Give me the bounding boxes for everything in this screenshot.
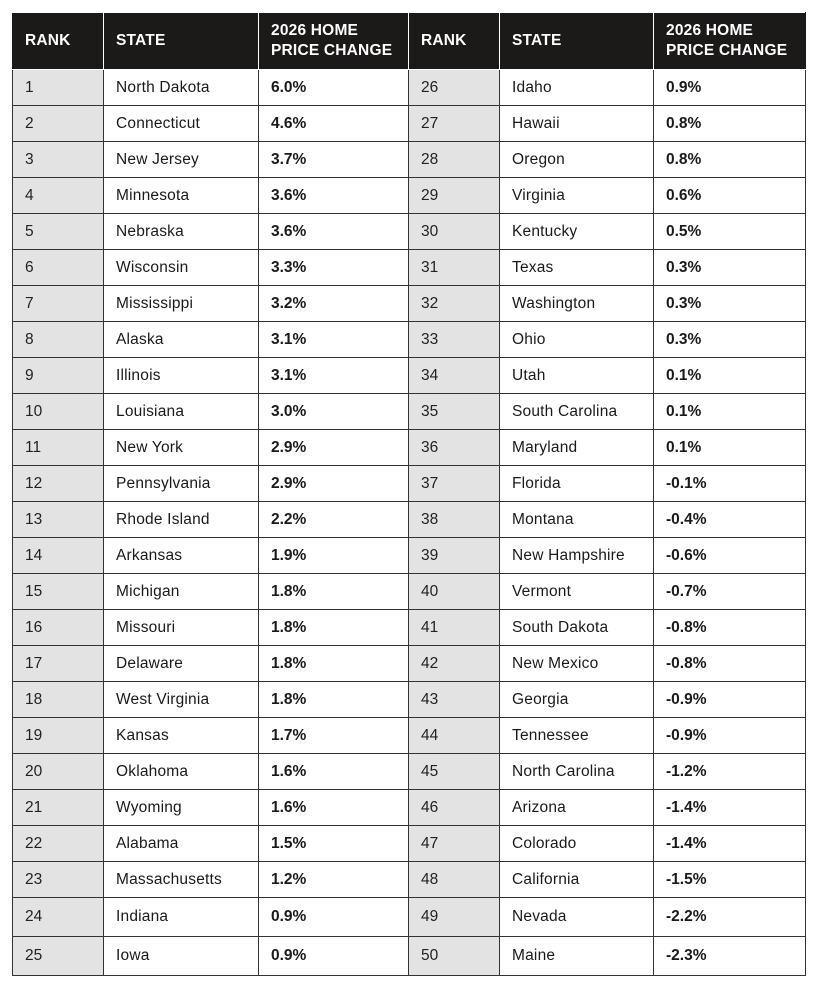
right-change-cell: 0.3% [654, 250, 806, 286]
table-row [13, 790, 806, 826]
right-state-cell: California [500, 862, 654, 898]
table-row [13, 937, 806, 976]
header-change-line2: PRICE CHANGE [271, 42, 393, 59]
right-state-cell: New Hampshire [500, 538, 654, 574]
table-row [13, 826, 806, 862]
left-rank-cell: 25 [13, 937, 104, 976]
right-state-cell: Kentucky [500, 214, 654, 250]
left-state-cell: Wyoming [104, 790, 259, 826]
left-change-cell: 2.9% [259, 466, 409, 502]
rankings-table [12, 12, 806, 976]
left-rank-cell: 12 [13, 466, 104, 502]
right-rank-cell: 35 [409, 394, 500, 430]
table-row [13, 646, 806, 682]
left-rank-cell: 14 [13, 538, 104, 574]
table-row [13, 862, 806, 898]
right-change-cell: 0.5% [654, 214, 806, 250]
right-state-cell: Washington [500, 286, 654, 322]
header-rank-right: RANK [409, 13, 500, 70]
right-change-cell: -1.5% [654, 862, 806, 898]
right-state-cell: Virginia [500, 178, 654, 214]
right-state-cell: Arizona [500, 790, 654, 826]
right-rank-cell: 44 [409, 718, 500, 754]
left-rank-cell: 1 [13, 70, 104, 106]
left-change-cell: 1.7% [259, 718, 409, 754]
left-state-cell: New York [104, 430, 259, 466]
right-state-cell: Montana [500, 502, 654, 538]
right-state-cell: Idaho [500, 70, 654, 106]
left-change-cell: 6.0% [259, 70, 409, 106]
left-state-cell: Oklahoma [104, 754, 259, 790]
left-rank-cell: 23 [13, 862, 104, 898]
left-change-cell: 1.8% [259, 646, 409, 682]
left-change-cell: 3.3% [259, 250, 409, 286]
right-rank-cell: 27 [409, 106, 500, 142]
right-change-cell: -0.8% [654, 610, 806, 646]
right-state-cell: South Dakota [500, 610, 654, 646]
right-state-cell: Ohio [500, 322, 654, 358]
left-rank-cell: 6 [13, 250, 104, 286]
header-row [13, 13, 806, 70]
table-row [13, 142, 806, 178]
left-state-cell: Indiana [104, 898, 259, 937]
right-rank-cell: 40 [409, 574, 500, 610]
left-state-cell: North Dakota [104, 70, 259, 106]
right-state-cell: Oregon [500, 142, 654, 178]
left-change-cell: 1.5% [259, 826, 409, 862]
table-body [13, 70, 806, 976]
right-state-cell: Hawaii [500, 106, 654, 142]
right-state-cell: Maryland [500, 430, 654, 466]
left-change-cell: 3.7% [259, 142, 409, 178]
header-change-right [654, 13, 806, 70]
left-change-cell: 3.6% [259, 178, 409, 214]
right-change-cell: 0.3% [654, 322, 806, 358]
left-state-cell: West Virginia [104, 682, 259, 718]
left-change-cell: 3.6% [259, 214, 409, 250]
table-row [13, 70, 806, 106]
right-change-cell: 0.6% [654, 178, 806, 214]
right-change-cell: 0.3% [654, 286, 806, 322]
left-rank-cell: 8 [13, 322, 104, 358]
right-rank-cell: 49 [409, 898, 500, 937]
right-change-cell: -0.8% [654, 646, 806, 682]
left-change-cell: 2.2% [259, 502, 409, 538]
header-change-line1: 2026 HOME [666, 22, 754, 39]
right-rank-cell: 39 [409, 538, 500, 574]
left-state-cell: Wisconsin [104, 250, 259, 286]
table-row [13, 322, 806, 358]
left-state-cell: Connecticut [104, 106, 259, 142]
table-row [13, 610, 806, 646]
right-rank-cell: 50 [409, 937, 500, 976]
left-change-cell: 0.9% [259, 937, 409, 976]
right-change-cell: -1.2% [654, 754, 806, 790]
right-rank-cell: 47 [409, 826, 500, 862]
left-rank-cell: 18 [13, 682, 104, 718]
left-change-cell: 3.1% [259, 322, 409, 358]
right-state-cell: North Carolina [500, 754, 654, 790]
left-rank-cell: 10 [13, 394, 104, 430]
right-change-cell: 0.8% [654, 142, 806, 178]
right-rank-cell: 46 [409, 790, 500, 826]
left-state-cell: Louisiana [104, 394, 259, 430]
left-change-cell: 1.6% [259, 790, 409, 826]
left-rank-cell: 3 [13, 142, 104, 178]
table-row [13, 682, 806, 718]
left-rank-cell: 17 [13, 646, 104, 682]
right-rank-cell: 32 [409, 286, 500, 322]
right-state-cell: Nevada [500, 898, 654, 937]
left-change-cell: 1.8% [259, 574, 409, 610]
left-rank-cell: 9 [13, 358, 104, 394]
right-rank-cell: 36 [409, 430, 500, 466]
table-row [13, 502, 806, 538]
left-change-cell: 3.0% [259, 394, 409, 430]
left-change-cell: 4.6% [259, 106, 409, 142]
left-change-cell: 0.9% [259, 898, 409, 937]
right-state-cell: South Carolina [500, 394, 654, 430]
left-state-cell: Mississippi [104, 286, 259, 322]
table-row [13, 214, 806, 250]
right-state-cell: Tennessee [500, 718, 654, 754]
left-rank-cell: 13 [13, 502, 104, 538]
header-rank-left: RANK [13, 13, 104, 70]
table-row [13, 718, 806, 754]
table-row [13, 250, 806, 286]
table-row [13, 898, 806, 937]
right-rank-cell: 43 [409, 682, 500, 718]
header-state-right: STATE [500, 13, 654, 70]
right-state-cell: Florida [500, 466, 654, 502]
table-row [13, 178, 806, 214]
right-change-cell: -0.1% [654, 466, 806, 502]
right-rank-cell: 34 [409, 358, 500, 394]
table-row [13, 754, 806, 790]
left-state-cell: Missouri [104, 610, 259, 646]
left-state-cell: Kansas [104, 718, 259, 754]
right-change-cell: 0.1% [654, 358, 806, 394]
left-rank-cell: 19 [13, 718, 104, 754]
right-rank-cell: 42 [409, 646, 500, 682]
header-change-left [259, 13, 409, 70]
right-change-cell: 0.9% [654, 70, 806, 106]
right-state-cell: Vermont [500, 574, 654, 610]
left-rank-cell: 2 [13, 106, 104, 142]
left-state-cell: Massachusetts [104, 862, 259, 898]
left-change-cell: 1.8% [259, 610, 409, 646]
left-rank-cell: 7 [13, 286, 104, 322]
right-rank-cell: 41 [409, 610, 500, 646]
left-state-cell: Rhode Island [104, 502, 259, 538]
left-state-cell: Delaware [104, 646, 259, 682]
left-rank-cell: 15 [13, 574, 104, 610]
right-rank-cell: 28 [409, 142, 500, 178]
right-rank-cell: 45 [409, 754, 500, 790]
table-row [13, 286, 806, 322]
right-rank-cell: 37 [409, 466, 500, 502]
right-change-cell: 0.1% [654, 394, 806, 430]
right-rank-cell: 48 [409, 862, 500, 898]
header-change-line2: PRICE CHANGE [666, 42, 788, 59]
table-row [13, 574, 806, 610]
right-rank-cell: 31 [409, 250, 500, 286]
right-rank-cell: 30 [409, 214, 500, 250]
left-state-cell: Alaska [104, 322, 259, 358]
right-state-cell: Utah [500, 358, 654, 394]
left-state-cell: Nebraska [104, 214, 259, 250]
left-state-cell: Iowa [104, 937, 259, 976]
right-change-cell: -2.2% [654, 898, 806, 937]
left-change-cell: 1.9% [259, 538, 409, 574]
left-state-cell: Alabama [104, 826, 259, 862]
right-change-cell: -0.9% [654, 682, 806, 718]
right-rank-cell: 29 [409, 178, 500, 214]
table-row [13, 358, 806, 394]
right-change-cell: 0.8% [654, 106, 806, 142]
right-state-cell: Maine [500, 937, 654, 976]
right-rank-cell: 38 [409, 502, 500, 538]
left-rank-cell: 24 [13, 898, 104, 937]
left-state-cell: Illinois [104, 358, 259, 394]
right-change-cell: -0.6% [654, 538, 806, 574]
table-row [13, 394, 806, 430]
left-change-cell: 3.2% [259, 286, 409, 322]
table-row [13, 466, 806, 502]
left-change-cell: 3.1% [259, 358, 409, 394]
left-rank-cell: 11 [13, 430, 104, 466]
right-change-cell: -0.9% [654, 718, 806, 754]
left-change-cell: 2.9% [259, 430, 409, 466]
left-rank-cell: 16 [13, 610, 104, 646]
left-rank-cell: 20 [13, 754, 104, 790]
right-change-cell: -1.4% [654, 826, 806, 862]
right-change-cell: 0.1% [654, 430, 806, 466]
left-state-cell: Arkansas [104, 538, 259, 574]
header-state-left: STATE [104, 13, 259, 70]
table-row [13, 538, 806, 574]
right-rank-cell: 33 [409, 322, 500, 358]
left-change-cell: 1.8% [259, 682, 409, 718]
right-change-cell: -1.4% [654, 790, 806, 826]
right-change-cell: -0.4% [654, 502, 806, 538]
table-row [13, 106, 806, 142]
right-state-cell: New Mexico [500, 646, 654, 682]
header-change-line1: 2026 HOME [271, 22, 359, 39]
left-state-cell: New Jersey [104, 142, 259, 178]
right-change-cell: -2.3% [654, 937, 806, 976]
right-state-cell: Georgia [500, 682, 654, 718]
right-change-cell: -0.7% [654, 574, 806, 610]
left-state-cell: Pennsylvania [104, 466, 259, 502]
left-change-cell: 1.2% [259, 862, 409, 898]
home-price-table [12, 12, 805, 976]
right-state-cell: Colorado [500, 826, 654, 862]
right-rank-cell: 26 [409, 70, 500, 106]
left-change-cell: 1.6% [259, 754, 409, 790]
left-rank-cell: 21 [13, 790, 104, 826]
right-state-cell: Texas [500, 250, 654, 286]
left-state-cell: Minnesota [104, 178, 259, 214]
left-rank-cell: 4 [13, 178, 104, 214]
table-row [13, 430, 806, 466]
left-rank-cell: 5 [13, 214, 104, 250]
left-rank-cell: 22 [13, 826, 104, 862]
left-state-cell: Michigan [104, 574, 259, 610]
